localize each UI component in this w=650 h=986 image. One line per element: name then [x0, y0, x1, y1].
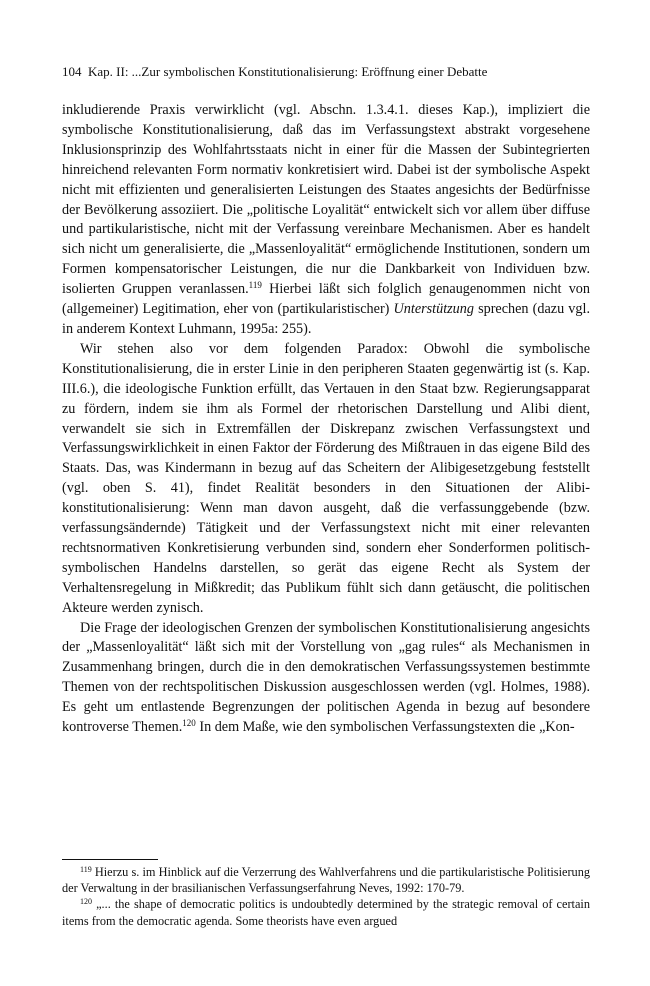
footnote-120: [62, 896, 590, 928]
paragraph-text: inkludierende Praxis verwirklicht (vgl. Abschn. 1.3.4.1. dieses Kap.), impliziert die symbolische Konstitutionalisierung, daß das im Verfassungstext abstrakt vorgesehene Inklusionsprinzip des Wohlfahrtsstaats nicht in einer für die Massen der Subintegrierten hinreichend relevanten Form normativ konkretisiert wird. Dabei ist der symbolische Aspekt nicht mit effizienten und generalisierten Leistungen des Staates angesichts der Bedürfnisse der Bevölkerung assoziiert. Die „politische Loyalität“ entwickelt sich vor allem über diffuse und partikularistische, nicht mit der Verfassung vereinbare Mechanismen. Aber es handelt sich nicht um generalisierte, die „Massenloyalität“ ermöglichende Institutionen, sondern um Formen kompensatorischer Leistungen, die nur die Dankbarkeit von Individuen bzw. isolierten Gruppen veranlassen.: [62, 102, 590, 298]
paragraph-text: sprechen (dazu vgl. in anderem Kontext Luhmann, 1995a: 255).: [62, 301, 590, 337]
footnotes: [62, 864, 590, 929]
footnote-divider: [62, 859, 158, 860]
emphasis-unterstuetzung: Unterstützung: [393, 301, 474, 318]
paragraph-3: [62, 619, 590, 738]
footnote-number: 120: [80, 897, 92, 907]
paragraph-text: Die Frage der ideologischen Grenzen der symbolischen Konstitutionalisierung angesichts der „Massenloyalität“ läßt sich mit der Vorstellung von „gag rules“ als Mechanismen in Zusammenhang bringen, durch die in den demokratischen Verfassungssystemen bestimmte Themen von der rechtspolitischen Diskussion ausgeschlossen werden (vgl. Holmes, 1988). Es geht um entlastende Begrenzungen der politischen Agenda in bezug auf besondere kontroverse Themen.: [62, 619, 590, 736]
paragraph-text: In dem Maße, wie den symbolischen Verfassungstexten die „Kon-: [195, 719, 575, 736]
paragraph-1: [62, 101, 590, 340]
running-title: Kap. II: ...Zur symbolischen Konstitutionalisierung: Eröffnung einer Debatte: [88, 64, 488, 79]
footnote-ref-120[interactable]: 120: [182, 718, 196, 729]
footnote-text: „... the shape of democratic politics is undoubtedly determined by the strategic removal of certain items from the democratic agenda. Some theorists have even argued: [62, 897, 590, 928]
footnote-text: Hierzu s. im Hinblick auf die Verzerrung des Wahlverfahrens und die partikularistische Politisierung der Verwaltung in der brasilianischen Verfassungserfahrung Neves, 1992: 170-79.: [62, 865, 590, 896]
footnote-119: [62, 864, 590, 896]
paragraph-2: Wir stehen also vor dem folgenden Paradox: Obwohl die symbolische Konstitutionalisierung, die in erster Linie in den peripheren Staaten gegenwärtig ist (s. Kap. III.6.), die ideologische Funktion erfüllt, das Vertauen in den Staat bzw. Regierungsapparat zu fördern, indem sie ihm als Formel der rhetorischen Darstellung und Alibi dient, verwandelt sie sich in Extremfällen der Diskrepanz zwischen Verfassungstext und Verfassungswirklichkeit in einen Faktor der Förderung des Mißtrauen in das eigene Bild des Staats. Das, was Kindermann in bezug auf das Scheitern der Alibigesetzgebung feststellt (vgl. oben S. 41), findet Realität besonders in den Situationen der Alibi-konstitutionalisierung: Wenn man davon ausgeht, daß die verfassunggebende (bzw. verfassungsändernde) Tätigkeit und der Verfassungstext nicht mit einer relevanten rechtsnormativen Konkretisierung verbunden sind, sondern eher Sonderformen politisch-symbolischen Handelns darstellen, so gerät das eigene Recht als System der Verhaltensregelung in Mißkredit; das Publikum fühlt sich dann getäuscht, die politischen Akteure werden zynisch.: [62, 340, 590, 616]
running-header: [62, 64, 592, 80]
main-text: [62, 101, 590, 738]
footnote-number: 119: [80, 865, 92, 874]
page-number: 104: [62, 64, 82, 79]
paragraph-text: Hierbei läßt sich folglich genaugenommen nicht von (allgemeiner) Legitimation, eher von (partikularistischer): [62, 281, 590, 318]
footnote-ref-119[interactable]: 119: [248, 280, 262, 291]
